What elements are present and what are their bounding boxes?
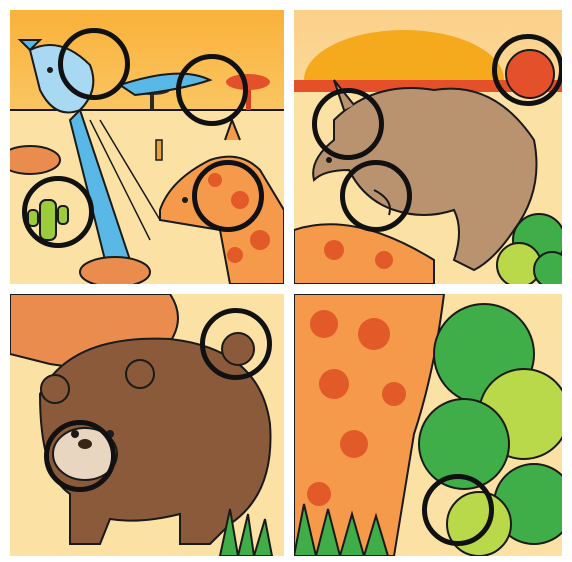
difference-marker[interactable] [22,176,94,248]
difference-marker[interactable] [200,308,272,380]
panel-top-right [294,10,562,284]
rock [10,146,60,174]
difference-marker[interactable] [44,420,116,492]
panel-bottom-right [294,294,562,556]
panel-bottom-left [10,294,284,556]
difference-marker[interactable] [492,34,562,106]
difference-marker[interactable] [340,160,412,232]
difference-marker[interactable] [312,88,384,160]
small-cactus [156,140,162,160]
difference-marker[interactable] [58,28,130,100]
bottom-rock [80,257,150,284]
difference-marker[interactable] [176,54,248,126]
divider-horizontal [0,284,572,294]
difference-marker[interactable] [422,474,494,546]
panel-top-left [10,10,284,284]
difference-marker[interactable] [192,160,264,232]
divider-vertical [284,0,294,562]
